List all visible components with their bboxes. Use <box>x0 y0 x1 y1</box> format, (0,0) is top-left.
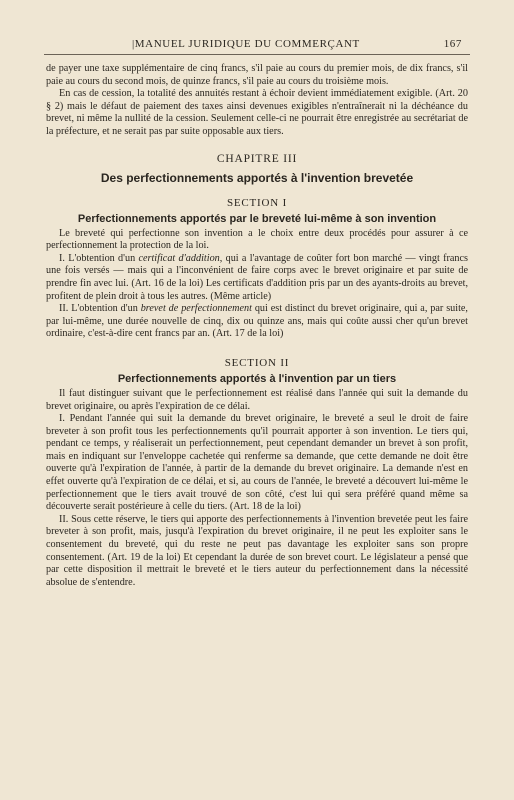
text-run: I. L'obtention d'un <box>59 252 139 264</box>
text-run: qui est distinct du brevet originaire, qui a, par suite, par lui-même, une durée nouvelle de cinq, dix ou quinze ans, mais qui coûte aussi cher qu'un brevet ordinaire, c'est-à-dire cent francs par an. (Art. 17 de la loi) <box>46 303 468 340</box>
section-1-paragraph-3 <box>46 303 468 341</box>
text-run: II. L'obtention d'un <box>59 303 141 315</box>
header-rule <box>44 54 470 55</box>
chapter-title: Des perfectionnements apportés à l'invention brevetée <box>100 170 414 185</box>
page-body <box>46 63 468 589</box>
text-run: , qui a l'avantage de coûter fort bon marché — vingt francs une fois versés — mais qui a l'inconvénient de faire corps avec le brevet originaire et par suite de prendre fin avec lui. (Art. 16 de la loi) Les certificats d'addition pris par un des ayants-droits au brevet, profitent de plein droit à tous les autres. (Même article) <box>46 252 468 302</box>
section-1-paragraph-2 <box>46 253 468 303</box>
section-1-paragraph-1: Le breveté qui perfectionne son invention a le choix entre deux procédés pour assurer à ce perfectionnement la protection de la loi. <box>46 227 468 252</box>
chapter-label: CHAPITRE III <box>216 152 298 165</box>
paragraph-continued: de payer une taxe supplémentaire de cinq francs, s'il paie au cours du premier mois, de dix francs, s'il paie au cours du second mois, de quinze francs, s'il paie au cours du troisième mois. <box>46 63 468 87</box>
section-2-paragraph-1: Il faut distinguer suivant que le perfectionnement est réalisé dans l'année qui suit la demande du brevet originaire, ou après l'expiration de ce délai. <box>46 387 468 412</box>
paragraph-cession: En cas de cession, la totalité des annuités restant à échoir devient immédiatement exigible. (Art. 20 § 2) mais le défaut de paiement des taxes ainsi devenues exigibles n'entraînerait ni la déchéance du brevet, ni même la nullité de la cession. Seulement celle-ci ne pourrait être enregistrée au secrétariat de la préfecture, et ne serait pas par suite opposable aux tiers. <box>46 88 468 137</box>
section-2-label: SECTION II <box>224 356 290 369</box>
section-2-paragraph-2: I. Pendant l'année qui suit la demande du brevet originaire, le breveté a seul le droit de faire breveter à son profit tous les perfectionnements qu'il pourrait apporter à son invention. Le tiers qui, pendant ce temps, y réaliserait un perfectionnement, peut cependant demander un brevet à son profit, mais en indiquant sur l'enveloppe cachetée qui renferme sa demande, que cette demande ne doit être ouverte qu'à l'expiration de l'année, à partir de la demande du brevet originaire. La demande n'est en effet ouverte qu'à l'expiration de ce délai, et si, au cours de l'année, le breveté a découvert lui-même le perfectionnement que le tiers avait trouvé de son côté, c'est lui qui sera préféré quand même sa découverte serait postérieure à celle du tiers. (Art. 18 de la loi) <box>46 413 468 513</box>
running-title: |MANUEL JURIDIQUE DU COMMERÇANT <box>132 38 360 50</box>
section-2-paragraph-3: II. Sous cette réserve, le tiers qui apporte des perfectionnements à l'invention brevetée peut les faire breveter à son profit, mais, jusqu'à l'expiration du brevet originaire, il ne peut les exploiter sans le consentement du breveté, qui du reste ne peut pas davantage les exploiter sans son propre consentement. (Art. 19 de la loi) Et cependant la durée de son brevet court. Le législateur a pensé que par cette disposition il mettrait le breveté et le tiers auteur du perfectionnement dans la nécessité absolue de s'entendre. <box>46 513 468 588</box>
italic-term: certificat d'addition <box>138 252 220 264</box>
page-number: 167 <box>443 38 462 50</box>
italic-term: brevet de perfectionnement <box>140 303 252 315</box>
page-header <box>132 38 462 50</box>
section-1-label: SECTION I <box>226 196 288 209</box>
section-2-title: Perfectionnements apportés à l'invention par un tiers <box>117 372 397 385</box>
section-1-title: Perfectionnements apportés par le breveté lui-même à son invention <box>77 212 437 225</box>
